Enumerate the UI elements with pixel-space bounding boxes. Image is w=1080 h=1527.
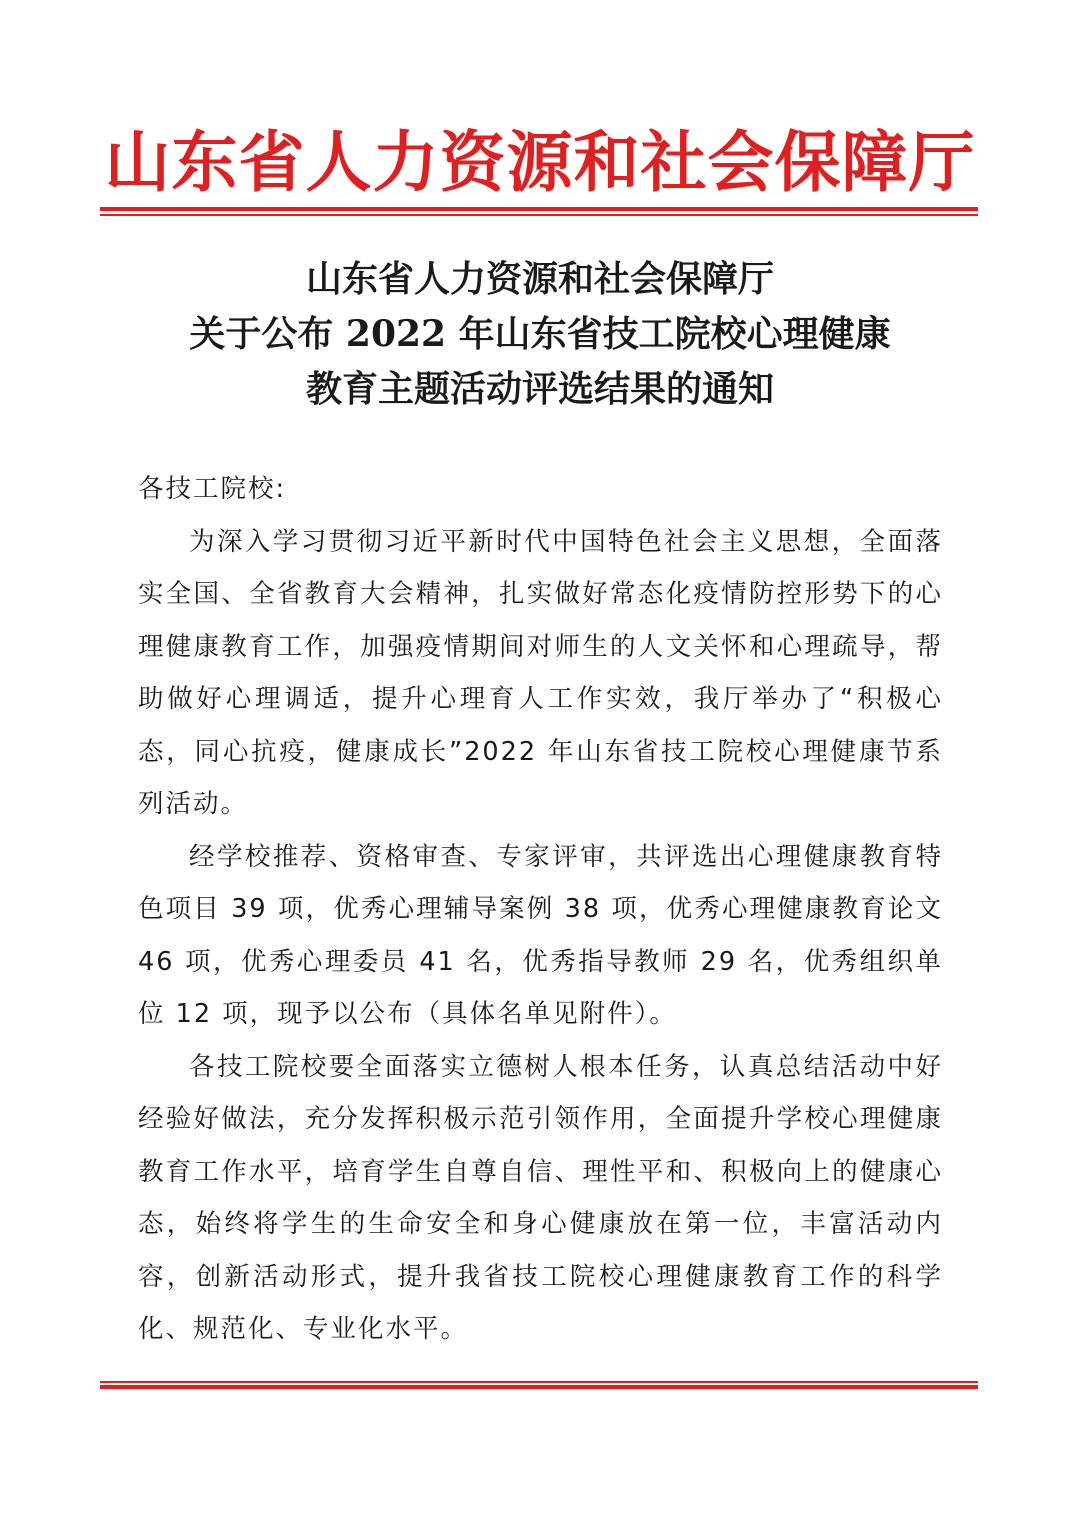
body-paragraph-1: 为深入学习贯彻习近平新时代中国特色社会主义思想，全面落实全国、全省教育大会精神，扎实做好常态化疫情防控形势下的心理健康教育工作，加强疫情期间对师生的人文关怀和心理疏导，帮助做好心理调适，提升心理育人工作实效，我厅举办了“积极心态，同心抗疫，健康成长”2022 年山东省技工院校心理健康节系列活动。 — [138, 526, 943, 819]
footer-divider-thick — [100, 1385, 978, 1389]
header-divider — [100, 207, 978, 217]
header-divider-thin — [100, 214, 978, 216]
notice-body — [138, 463, 943, 1356]
notice-title — [0, 252, 1080, 417]
header-divider-thick — [100, 207, 978, 211]
footer-divider-thin — [100, 1381, 978, 1383]
agency-masthead: 山东省人力资源和社会保障厅 — [104, 123, 976, 201]
notice-title-line-3: 教育主题活动评选结果的通知 — [305, 368, 774, 410]
footer-divider — [100, 1381, 978, 1391]
notice-title-line-2: 关于公布 2022 年山东省技工院校心理健康 — [189, 313, 891, 355]
salutation: 各技工院校: — [138, 474, 287, 504]
notice-title-line-1: 山东省人力资源和社会保障厅 — [305, 258, 774, 300]
body-paragraph-3: 各技工院校要全面落实立德树人根本任务，认真总结活动中好经验好做法，充分发挥积极示范引领作用，全面提升学校心理健康教育工作水平，培育学生自尊自信、理性平和、积极向上的健康心态，始终将学生的生命安全和身心健康放在第一位，丰富活动内容，创新活动形式，提升我省技工院校心理健康教育工作的科学化、规范化、专业化水平。 — [138, 1051, 943, 1344]
body-paragraph-2: 经学校推荐、资格审查、专家评审，共评选出心理健康教育特色项目 39 项，优秀心理辅导案例 38 项，优秀心理健康教育论文 46 项，优秀心理委员 41 名，优秀指导教师 29 名，优秀组织单位 12 项，现予以公布（具体名单见附件）。 — [138, 841, 943, 1029]
